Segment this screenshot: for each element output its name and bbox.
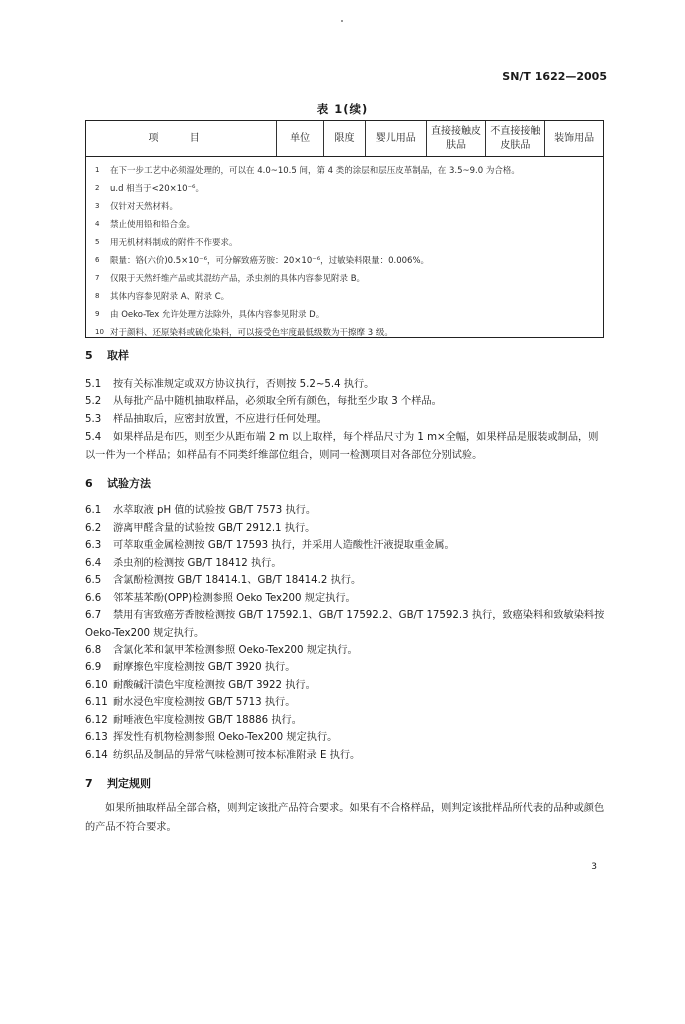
standard-number: SN/T 1622—2005 bbox=[502, 70, 607, 83]
table-note bbox=[86, 305, 603, 323]
note-number: 9 bbox=[95, 310, 100, 318]
clause-number: 6.12 bbox=[85, 715, 108, 726]
table-caption: 表 1(续) bbox=[316, 102, 369, 116]
note-number: 8 bbox=[95, 292, 100, 300]
header-indirect-contact: 不直接接触皮肤品 bbox=[486, 121, 545, 156]
header-limit: 限度 bbox=[324, 121, 366, 156]
clause-number: 5.1 bbox=[85, 379, 102, 390]
clause-number: 5.2 bbox=[85, 396, 102, 407]
header-direct-contact: 直接接触皮肤品 bbox=[427, 121, 487, 156]
judgement-paragraph: 如果所抽取样品全部合格，则判定该批产品符合要求。如果有不合格样品，则判定该批样品所代表的品种或颜色的产品不符合要求。 bbox=[85, 803, 605, 833]
scan-mark bbox=[341, 20, 343, 22]
page-number: 3 bbox=[591, 862, 597, 872]
section-heading-sampling bbox=[85, 347, 129, 363]
header-item: 项 目 bbox=[86, 121, 277, 156]
table-note bbox=[86, 233, 603, 251]
clause bbox=[85, 502, 605, 520]
clause-number: 5.4 bbox=[85, 432, 102, 443]
table-note bbox=[86, 269, 603, 287]
clause-text: 按有关标准规定或双方协议执行，否则按 5.2~5.4 执行。 bbox=[113, 379, 375, 390]
clause bbox=[85, 659, 605, 677]
clause-number: 6.1 bbox=[85, 505, 102, 516]
clause-text: 如果样品是布匹，则至少从距布端 2 m 以上取样，每个样品尺寸为 1 m×全幅，如果样品是服装或制品，则以一件为一个样品；如样品有不同类纤维部位组合，则同一检测项目对各部位分别试验。 bbox=[85, 432, 599, 461]
table-note bbox=[86, 215, 603, 233]
clause-number: 6.14 bbox=[85, 750, 108, 761]
clause bbox=[85, 607, 605, 643]
clause-text: 含氯化苯和氯甲苯检测参照 Oeko-Tex200 规定执行。 bbox=[113, 645, 358, 656]
clause-text: 禁用有害致癌芳香胺检测按 GB/T 17592.1、GB/T 17592.2、GB/T 17592.3 执行，致癌染料和致敏染料按 Oeko-Tex200 规定执行。 bbox=[85, 610, 605, 639]
clause-number: 6.8 bbox=[85, 645, 102, 656]
table-header-row bbox=[86, 121, 603, 157]
note-text: 禁止使用铅和铅合金。 bbox=[110, 220, 196, 230]
section-title: 试验方法 bbox=[107, 477, 151, 490]
clause bbox=[85, 747, 605, 765]
table-note bbox=[86, 197, 603, 215]
clause-text: 挥发性有机物检测参照 Oeko-Tex200 规定执行。 bbox=[113, 732, 338, 743]
clause bbox=[85, 376, 605, 394]
header-infant: 婴儿用品 bbox=[366, 121, 427, 156]
note-text: u.d 相当于<20×10⁻⁶。 bbox=[110, 184, 204, 194]
note-text: 限量：铬(六价)0.5×10⁻⁶，可分解致癌芳胺：20×10⁻⁶，过敏染料限量：0.006%。 bbox=[110, 256, 430, 266]
clause-text: 从每批产品中随机抽取样品，必须取全所有颜色，每批至少取 3 个样品。 bbox=[113, 396, 442, 407]
clause-text: 纺织品及制品的异常气味检测可按本标准附录 E 执行。 bbox=[113, 750, 361, 761]
table-note bbox=[86, 323, 603, 341]
section-title: 取样 bbox=[107, 349, 129, 362]
clause-text: 耐摩擦色牢度检测按 GB/T 3920 执行。 bbox=[113, 662, 296, 673]
clause-number: 6.2 bbox=[85, 523, 102, 534]
clause-number: 6.11 bbox=[85, 697, 108, 708]
clause-text: 含氯酚检测按 GB/T 18414.1、GB/T 18414.2 执行。 bbox=[113, 575, 362, 586]
clause-number: 6.6 bbox=[85, 593, 102, 604]
note-text: 在下一步工艺中必须湿处理的，可以在 4.0~10.5 间，第 4 类的涂层和层压皮革制品，在 3.5~9.0 为合格。 bbox=[110, 166, 520, 176]
table-notes bbox=[86, 157, 603, 341]
clause-text: 可萃取重金属检测按 GB/T 17593 执行，并采用人造酸性汗液提取重金属。 bbox=[113, 540, 455, 551]
note-number: 10 bbox=[95, 328, 104, 336]
note-number: 2 bbox=[95, 184, 100, 192]
clause-number: 6.4 bbox=[85, 558, 102, 569]
section-heading-test-methods bbox=[85, 475, 151, 491]
note-number: 1 bbox=[95, 166, 100, 174]
note-number: 5 bbox=[95, 238, 100, 246]
clause-text: 水萃取液 pH 值的试验按 GB/T 7573 执行。 bbox=[113, 505, 317, 516]
table-note bbox=[86, 251, 603, 269]
table-note bbox=[86, 287, 603, 305]
clause-text: 游离甲醛含量的试验按 GB/T 2912.1 执行。 bbox=[113, 523, 316, 534]
clause-text: 耐酸碱汗渍色牢度检测按 GB/T 3922 执行。 bbox=[113, 680, 316, 691]
note-text: 用无机材料制成的附件不作要求。 bbox=[110, 238, 238, 248]
clause bbox=[85, 677, 605, 695]
clause bbox=[85, 694, 605, 712]
clause-text: 邻苯基苯酚(OPP)检测参照 Oeko Tex200 规定执行。 bbox=[113, 593, 356, 604]
note-number: 7 bbox=[95, 274, 100, 282]
clause bbox=[85, 429, 605, 465]
clause bbox=[85, 712, 605, 730]
clause bbox=[85, 729, 605, 747]
clause-text: 耐水浸色牢度检测按 GB/T 5713 执行。 bbox=[113, 697, 296, 708]
section-heading-judgement bbox=[85, 775, 151, 791]
clause-text: 耐唾液色牢度检测按 GB/T 18886 执行。 bbox=[113, 715, 302, 726]
clause-number: 6.10 bbox=[85, 680, 108, 691]
clause-number: 5.3 bbox=[85, 414, 102, 425]
clause-number: 6.9 bbox=[85, 662, 102, 673]
clause bbox=[85, 393, 605, 411]
section-title: 判定规则 bbox=[107, 777, 151, 790]
table-note bbox=[86, 179, 603, 197]
clause-number: 6.3 bbox=[85, 540, 102, 551]
note-number: 6 bbox=[95, 256, 100, 264]
clause bbox=[85, 590, 605, 608]
note-text: 由 Oeko-Tex 允许处理方法除外，具体内容参见附录 D。 bbox=[110, 310, 325, 320]
clause-text: 杀虫剂的检测按 GB/T 18412 执行。 bbox=[113, 558, 282, 569]
section-number: 7 bbox=[85, 777, 93, 790]
requirements-table bbox=[85, 120, 604, 338]
clause-text: 样品抽取后，应密封放置，不应进行任何处理。 bbox=[113, 414, 327, 425]
note-text: 对于颜料、还原染料或硫化染料，可以接受色牢度最低级数为干擦摩 3 级。 bbox=[110, 328, 393, 338]
note-number: 3 bbox=[95, 202, 100, 210]
clause bbox=[85, 642, 605, 660]
clause bbox=[85, 520, 605, 538]
note-text: 仅针对天然材料。 bbox=[110, 202, 179, 212]
section-number: 6 bbox=[85, 477, 93, 490]
note-text: 仅限于天然纤维产品或其混纺产品，杀虫剂的具体内容参见附录 B。 bbox=[110, 274, 366, 284]
clause bbox=[85, 572, 605, 590]
header-unit: 单位 bbox=[277, 121, 324, 156]
clause-number: 6.13 bbox=[85, 732, 108, 743]
clause bbox=[85, 555, 605, 573]
clause bbox=[85, 537, 605, 555]
clause-number: 6.5 bbox=[85, 575, 102, 586]
section-number: 5 bbox=[85, 349, 93, 362]
clause bbox=[85, 411, 605, 429]
header-decoration: 装饰用品 bbox=[554, 132, 595, 144]
table-note bbox=[86, 161, 603, 179]
clause-number: 6.7 bbox=[85, 610, 102, 621]
note-number: 4 bbox=[95, 220, 100, 228]
note-text: 其体内容参见附录 A、附录 C。 bbox=[110, 292, 230, 302]
